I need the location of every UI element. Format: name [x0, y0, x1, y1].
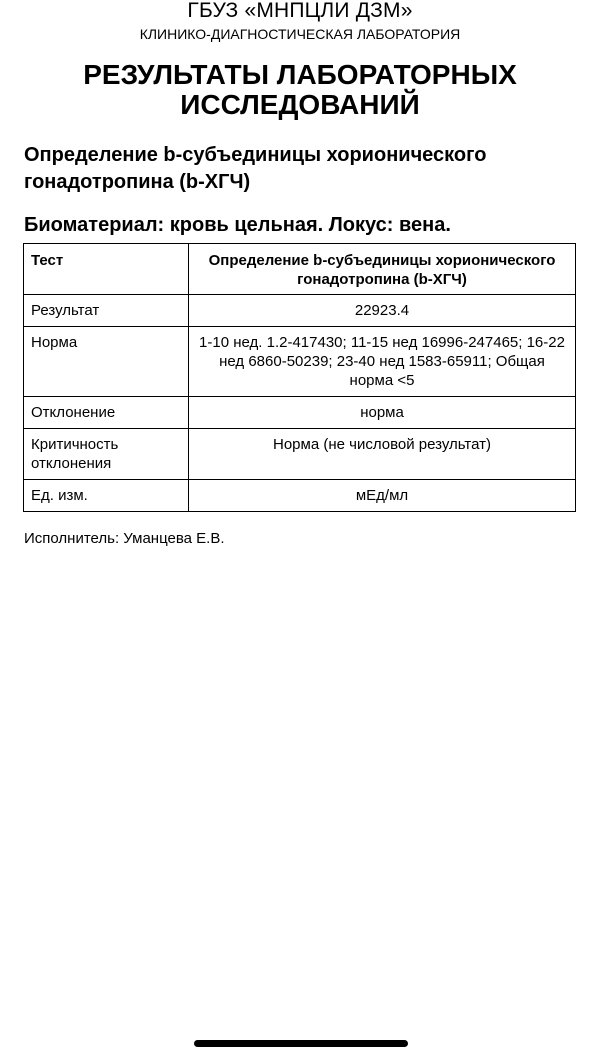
row-value: Норма (не числовой результат): [189, 429, 576, 480]
table-row-criticality: [24, 429, 576, 480]
row-value: 1-10 нед. 1.2-417430; 11-15 нед 16996-247465; 16-22 нед 6860-50239; 23-40 нед 1583-65911; Общая норма <5: [189, 327, 576, 397]
table-header-value: Определение b-субъединицы хорионического гонадотропина (b-ХГЧ): [189, 244, 576, 295]
table-row-units: [24, 480, 576, 512]
row-value: 22923.4: [189, 295, 576, 327]
table-row-deviation: [24, 397, 576, 429]
row-label: Отклонение: [24, 397, 189, 429]
document-title: РЕЗУЛЬТАТЫ ЛАБОРАТОРНЫХ ИССЛЕДОВАНИЙ: [83, 59, 517, 120]
results-table: [23, 243, 576, 512]
table-header-row: [24, 244, 576, 295]
row-value: мЕд/мл: [189, 480, 576, 512]
table-header-label: Тест: [24, 244, 189, 295]
home-indicator[interactable]: [194, 1040, 408, 1047]
organization-name: ГБУЗ «МНПЦЛИ ДЗМ»: [187, 0, 413, 22]
table-row-result: [24, 295, 576, 327]
row-label: Результат: [24, 295, 189, 327]
test-title: Определение b-субъединицы хорионического гонадотропина (b-ХГЧ): [24, 144, 487, 193]
performer-line: Исполнитель: Уманцева Е.В.: [24, 530, 225, 547]
organization-subtitle: КЛИНИКО-ДИАГНОСТИЧЕСКАЯ ЛАБОРАТОРИЯ: [139, 26, 461, 42]
row-label: Критичность отклонения: [24, 429, 189, 480]
table-row-norm: [24, 327, 576, 397]
row-value: норма: [189, 397, 576, 429]
row-label: Норма: [24, 327, 189, 397]
biomaterial-line: Биоматериал: кровь цельная. Локус: вена.: [24, 214, 451, 236]
row-label: Ед. изм.: [24, 480, 189, 512]
